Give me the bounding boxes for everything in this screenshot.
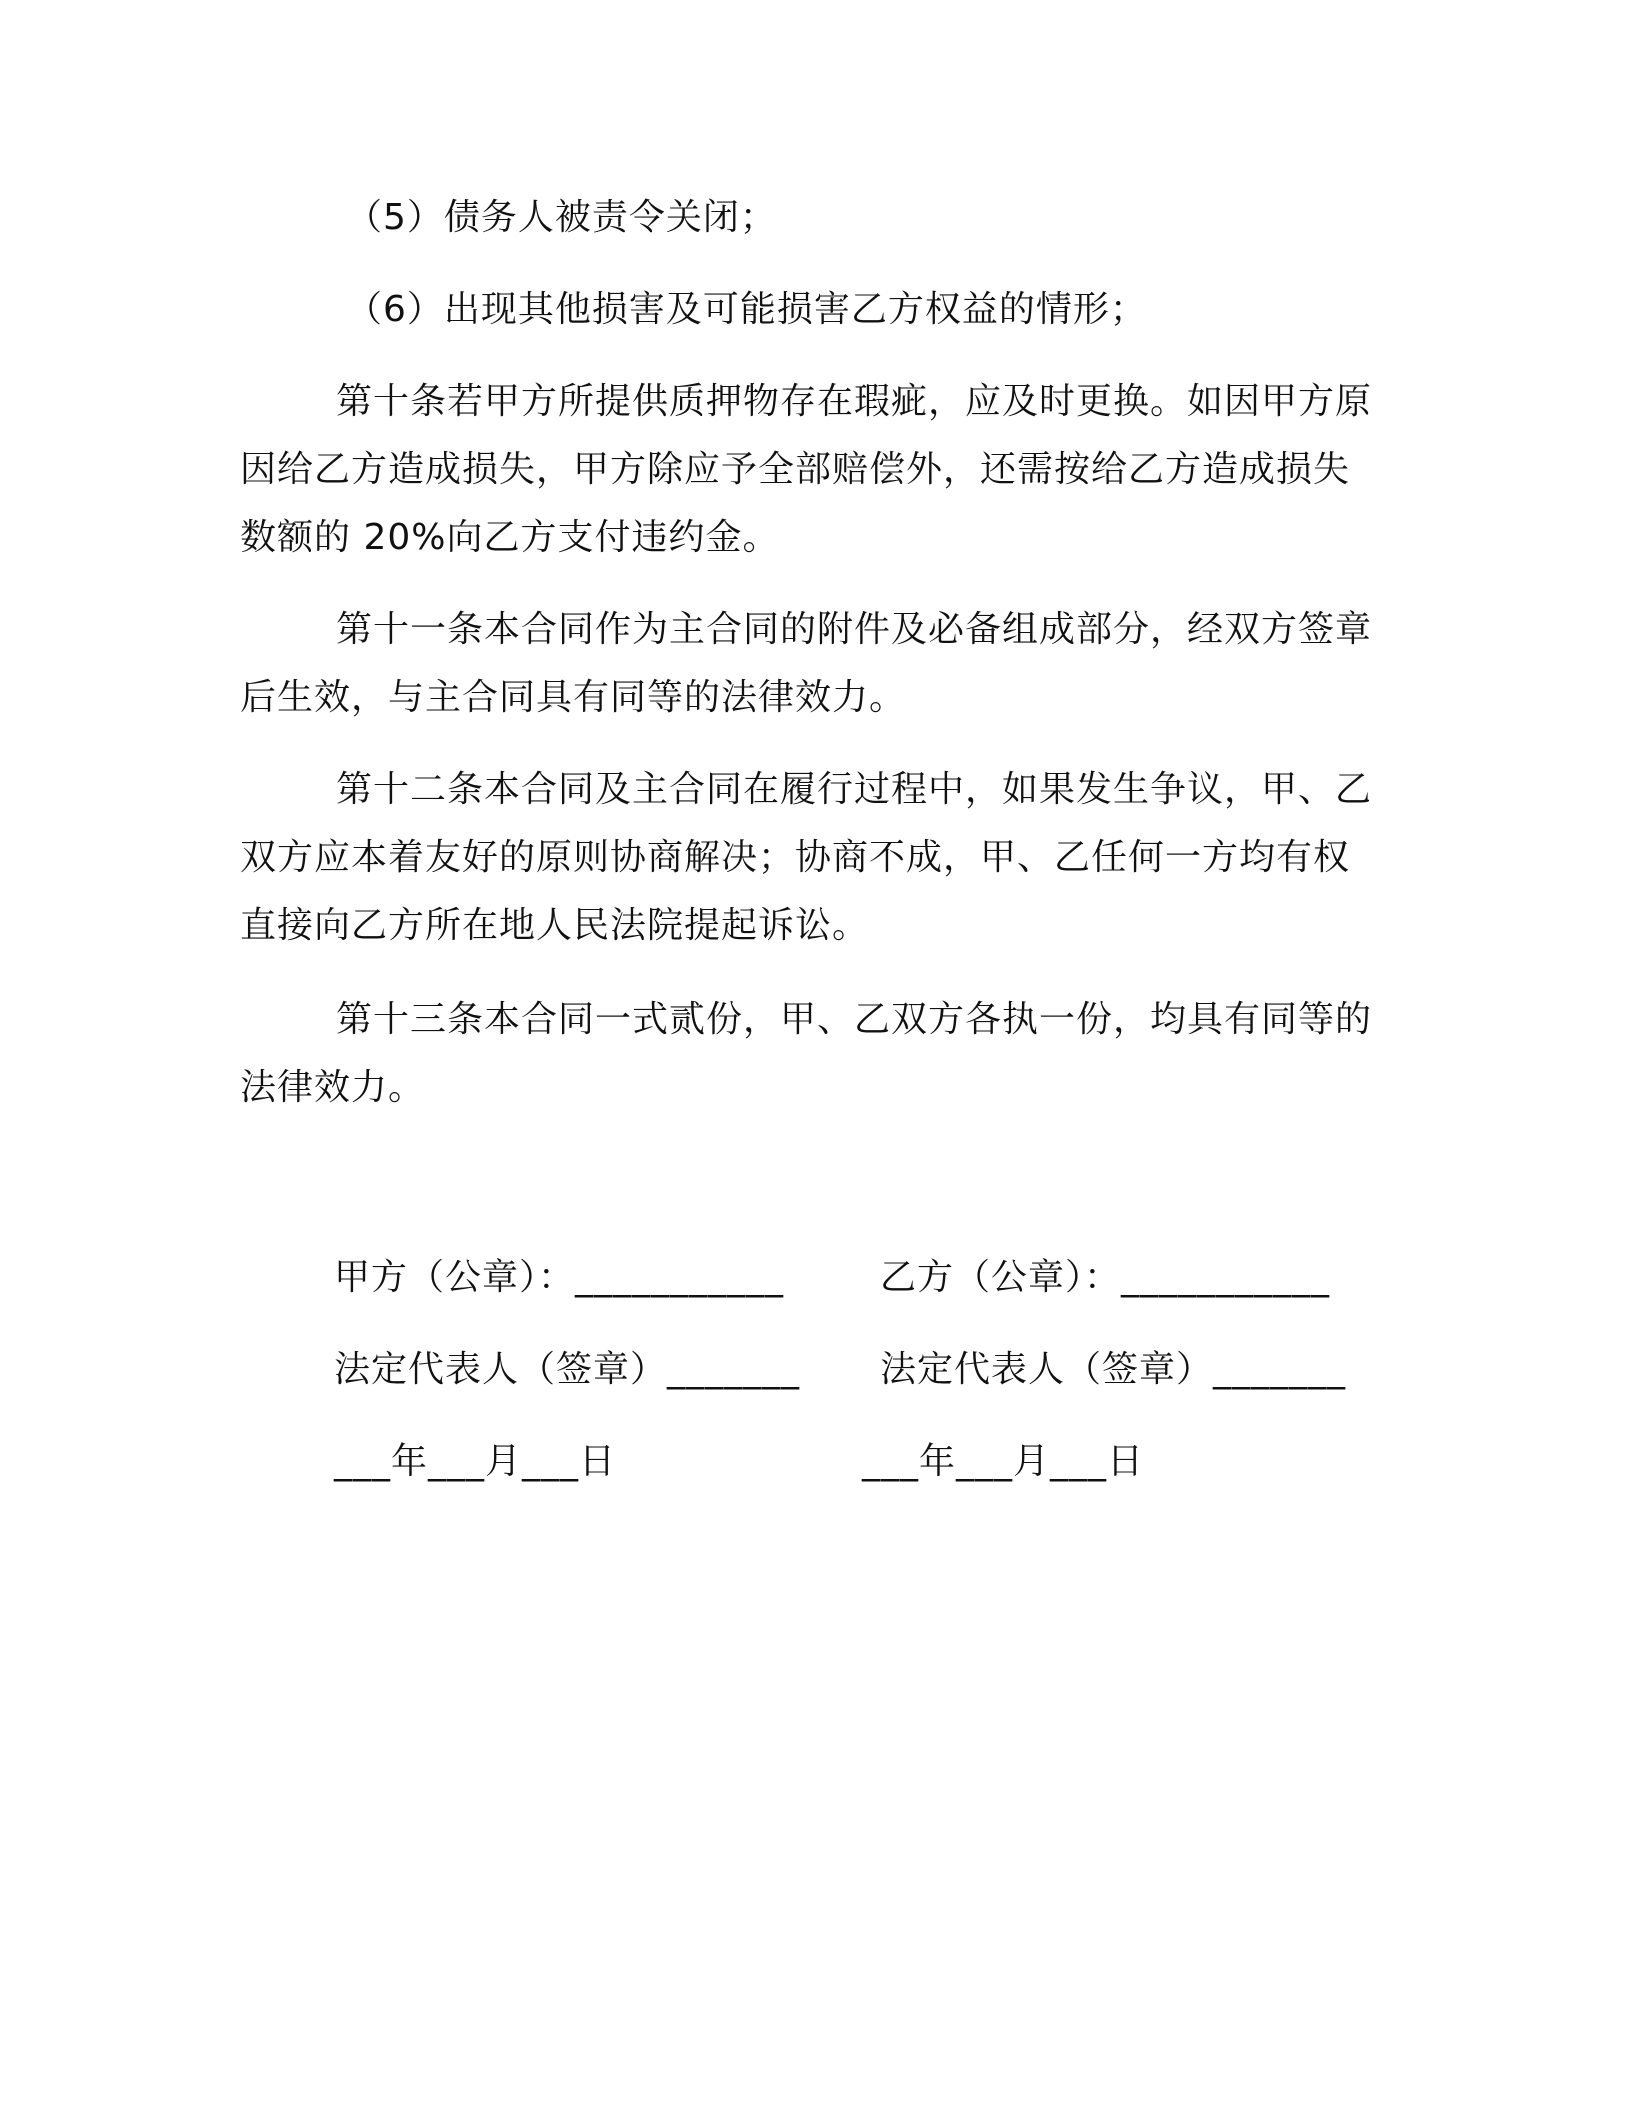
party-a-date-line: ___年___月___日 bbox=[334, 1441, 617, 1482]
party-b-seal-line: 乙方（公章）：___________ bbox=[880, 1257, 1331, 1298]
list-item-6: （6）出现其他损害及可能损害乙方权益的情形； bbox=[346, 289, 1147, 330]
party-a-seal-line: 甲方（公章）：___________ bbox=[334, 1257, 785, 1298]
list-item-5: （5）债务人被责令关闭； bbox=[346, 197, 777, 238]
article-12: 第十二条本合同及主合同在履行过程中，如果发生争议，甲、乙双方应本着友好的原则协商解决；协商不成，甲、乙任何一方均有权直接向乙方所在地人民法院提起诉讼。 bbox=[240, 769, 1373, 946]
article-10: 第十条若甲方所提供质押物存在瑕疵，应及时更换。如因甲方原因给乙方造成损失，甲方除应予全部赔偿外，还需按给乙方造成损失数额的 20%向乙方支付违约金。 bbox=[240, 381, 1373, 558]
party-a-rep-line: 法定代表人（签章）_______ bbox=[334, 1349, 801, 1390]
article-13: 第十三条本合同一式贰份，甲、乙双方各执一份，均具有同等的法律效力。 bbox=[240, 999, 1373, 1108]
party-b-rep-line: 法定代表人（签章）_______ bbox=[880, 1349, 1347, 1390]
party-b-date-line: ___年___月___日 bbox=[862, 1441, 1145, 1482]
article-11: 第十一条本合同作为主合同的附件及必备组成部分，经双方签章后生效，与主合同具有同等的法律效力。 bbox=[240, 609, 1373, 718]
